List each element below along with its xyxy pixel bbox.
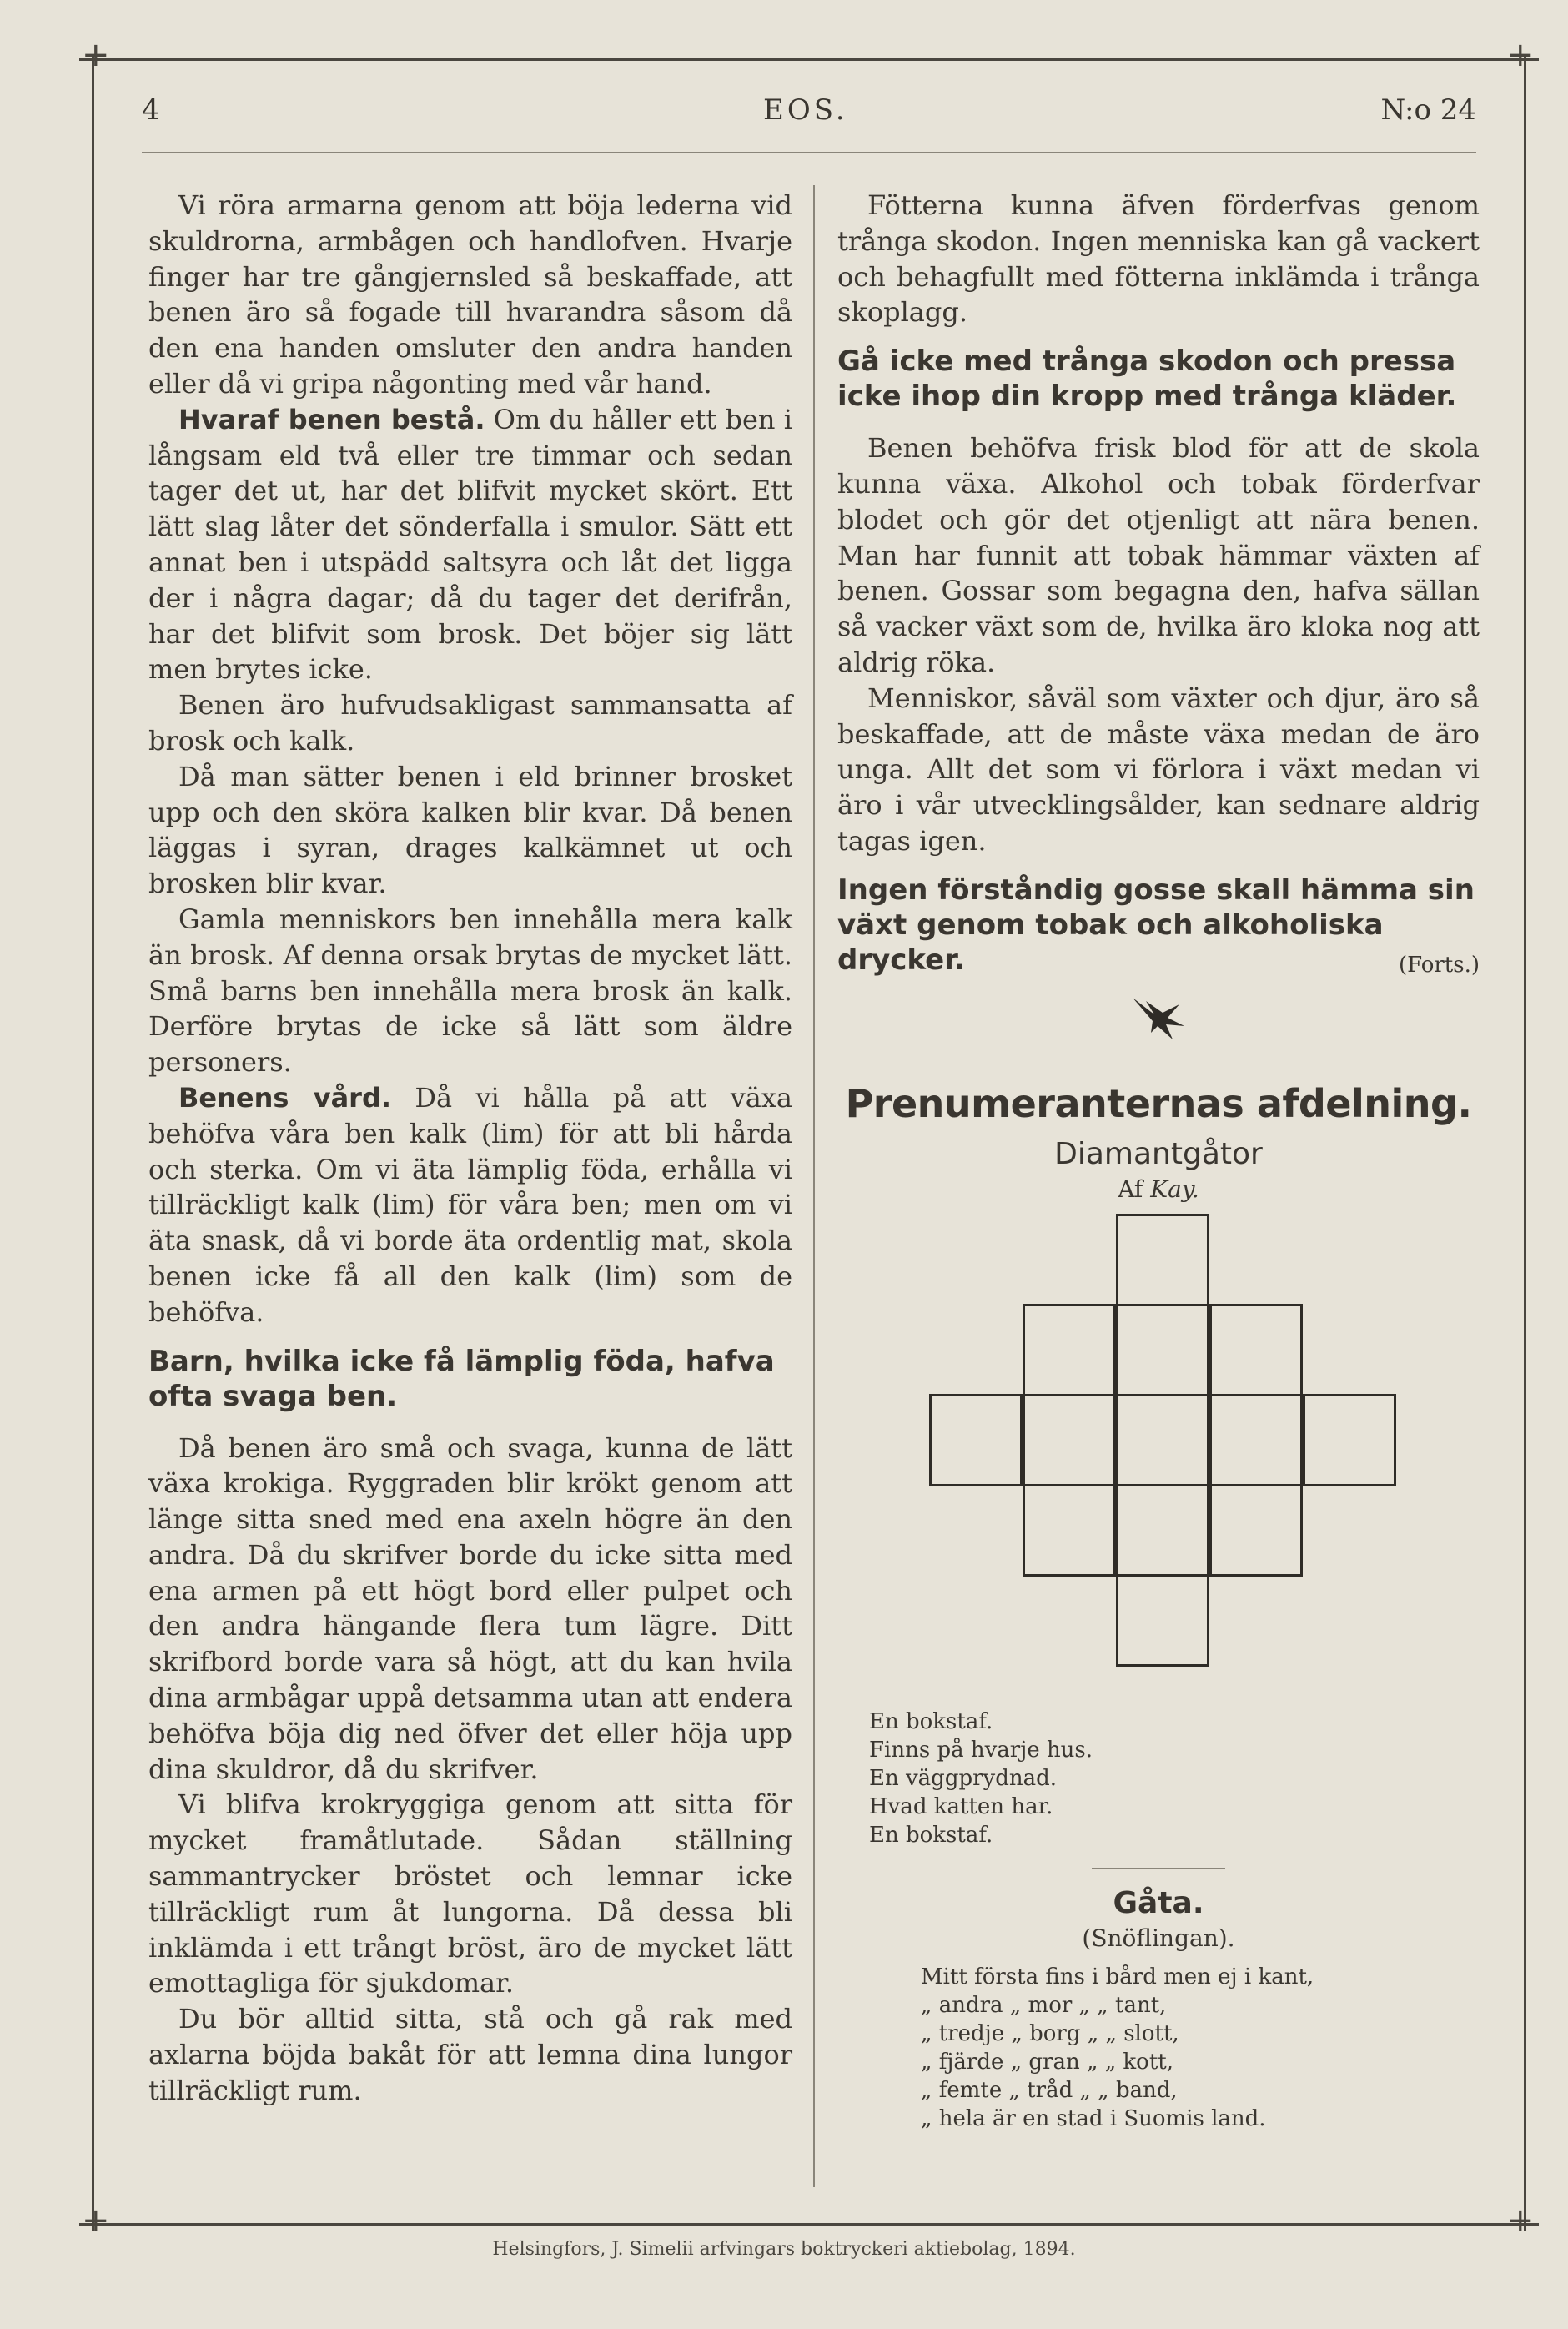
paragraph [148, 402, 792, 687]
riddle-line: „ tredje „ borg „ „ slott, [921, 2020, 1179, 2046]
inline-heading: Hvaraf benen bestå. [178, 403, 485, 435]
paragraph: Vi röra armarna genom att böja lederna vid skuldrorna, armbågen och handlofven. Hvarje finger har tre gångjernsled så beskaffade, att benen äro så fogade till hvarandra såsom då den ena handen omsluter den andra handen eller då vi gripa någonting med vår hand. [148, 189, 792, 400]
grid-cell [1023, 1304, 1116, 1396]
grid-cell [929, 1394, 1023, 1486]
continued-note: (Forts.) [1398, 952, 1480, 978]
grid-cell [1116, 1574, 1209, 1667]
riddle-text [921, 1963, 1480, 2133]
riddle-line: „ femte „ tråd „ „ band, [921, 2077, 1178, 2103]
header-rule [142, 152, 1476, 153]
grid-cell [1116, 1484, 1209, 1577]
byline-author: Kay. [1150, 1175, 1199, 1203]
paragraph: Då man sätter benen i eld brinner brosket upp och den sköra kalken blir kvar. Då benen läggas i syran, drages kalkämnet ut och brosken blir kvar. [148, 760, 792, 900]
inline-heading: Benens vård. [178, 1081, 392, 1114]
issue-number: N:o 24 [1380, 93, 1476, 127]
section-title: Prenumeranternas afdelning. [845, 1080, 1472, 1126]
riddle-line: Mitt första fins i bård men ej i kant, [921, 1964, 1314, 1989]
grid-cell [1023, 1394, 1116, 1486]
paragraph [148, 1080, 792, 1330]
grid-cell [1023, 1484, 1116, 1577]
riddle-line: „ andra „ mor „ „ tant, [921, 1992, 1167, 2018]
paragraph: Fötterna kunna äfven förderfvas genom trånga skodon. Ingen menniska kan gå vackert och behagfullt med fötterna inklämda i trånga skoplagg. [837, 189, 1480, 329]
paragraph: Vi blifva krokryggiga genom att sitta för mycket framåtlutade. Sådan ställning sammantrycker bröstet och lemnar icke tillräckligt rum åt lungorna. Då dessa bli inklämda i ett trångt bröst, äro de mycket lätt emottagliga för sjukdomar. [148, 1788, 792, 2000]
divider [1092, 1868, 1225, 1869]
corner-cross-icon: + [1506, 36, 1535, 74]
section-heading: Barn, hvilka icke få lämplig föda, hafva ofta svaga ben. [148, 1344, 775, 1413]
paragraph-text: Om du håller ett ben i långsam eld två eller tre timmar och sedan tager det ut, har det blifvit mycket skört. Ett lätt slag låter det sönderfalla i smulor. Sätt ett annat ben i utspädd saltsyra och låt det ligga der i några dagar; då du tager det derifrån, har det blifvit som brosk. Det böjer sig lätt men brytes icke. [148, 403, 793, 686]
byline-prefix: Af [1118, 1175, 1143, 1203]
grid-cell [1209, 1484, 1303, 1577]
bird-ornament-icon [837, 993, 1480, 1052]
grid-cell [1209, 1394, 1303, 1486]
paragraph: Du bör alltid sitta, stå och gå rak med axlarna böjda bakåt för att lemna dina lungor tillräckligt rum. [148, 2003, 792, 2106]
paragraph: Då benen äro små och svaga, kunna de lätt växa krokiga. Ryggraden blir krökt genom att länge sitta sned med ena axeln högre än den andra. Då du skrifver borde du icke sitta med ena armen på ett högt bord eller pulpet och den andra hängande flera tum lägre. Ditt skrifbord borde vara så högt, att du kan hvila dina armbågar uppå detsamma utan att endera behöfva böja dig ned öfver det eller höja upp dina skuldror, då du skrifver. [148, 1431, 792, 1785]
clue-item: En bokstaf. [869, 1822, 993, 1848]
paragraph: Gamla menniskors ben innehålla mera kalk än brosk. Af denna orsak brytas de mycket lätt. Små barns ben innehålla mera brosk än kalk. Derföre brytas de icke så lätt som äldre personers. [148, 903, 792, 1079]
corner-cross-icon: + [82, 36, 110, 74]
paragraph: Menniskor, såväl som växter och djur, äro så beskaffade, att de måste växa medan de äro unga. Allt det som vi förlora i växt medan vi äro i vår utvecklingsålder, kan sednare aldrig tagas igen. [837, 682, 1480, 857]
paragraph-text: Då vi hålla på att växa behöfva våra ben kalk (lim) för att bli hårda och sterka. Om vi äta lämplig föda, erhålla vi tillräckligt kalk (lim) för våra ben; men om vi äta snask, då vi borde äta ordentlig mat, skola benen icke få all den kalk (lim) som de behöfva. [148, 1081, 792, 1328]
clue-item: Hvad katten har. [869, 1793, 1053, 1819]
column-divider [813, 185, 815, 2187]
paragraph: Benen behöfva frisk blod för att de skola kunna växa. Alkohol och tobak förderfvar blodet och gör det otjenligt att nära benen. Man har funnit att tobak hämmar växten af benen. Gossar som begagna den, hafva sällan så vacker växt som de, hvilka äro kloka nog att aldrig röka. [837, 432, 1480, 678]
section-heading [837, 873, 1480, 978]
imprint-footer: Helsingfors, J. Simelii arfvingars boktryckeri aktiebolag, 1894. [492, 2239, 1076, 2260]
grid-cell [1303, 1394, 1396, 1486]
grid-cell [1116, 1304, 1209, 1396]
section-heading: Gå icke med trånga skodon och pressa icke ihop din kropp med trånga kläder. [837, 345, 1457, 414]
paragraph: Benen äro hufvudsakligast sammansatta af brosk och kalk. [148, 689, 792, 757]
clue-item: En väggprydnad. [869, 1765, 1058, 1791]
page-number: 4 [142, 93, 160, 127]
riddle-title: Gåta. [1113, 1885, 1204, 1920]
riddle-line: „ fjärde „ gran „ „ kott, [921, 2049, 1173, 2075]
right-column [837, 188, 1480, 2133]
grid-cell [1116, 1214, 1209, 1306]
bottom-rule [79, 2223, 1539, 2226]
left-column [148, 188, 792, 2109]
puzzle-title: Diamantgåtor [1054, 1136, 1263, 1171]
clue-list [869, 1708, 1480, 1849]
byline [837, 1174, 1480, 1205]
journal-title: EOS. [763, 93, 848, 127]
corner-cross-icon: + [82, 2201, 110, 2240]
top-rule [79, 58, 1539, 61]
riddle-line: „ hela är en stad i Suomis land. [921, 2105, 1266, 2131]
corner-cross-icon: + [1506, 2201, 1535, 2240]
page-header [142, 93, 1476, 135]
heading-text: Ingen förståndig gosse skall hämma sin växt genom tobak och alkoholiska drycker. [837, 873, 1475, 977]
diamond-grid [837, 1214, 1480, 1698]
riddle-subtitle: (Snöflingan). [1082, 1924, 1235, 1952]
grid-cell [1116, 1394, 1209, 1486]
clue-item: En bokstaf. [869, 1708, 993, 1734]
clue-item: Finns på hvarje hus. [869, 1737, 1093, 1763]
grid-cell [1209, 1304, 1303, 1396]
